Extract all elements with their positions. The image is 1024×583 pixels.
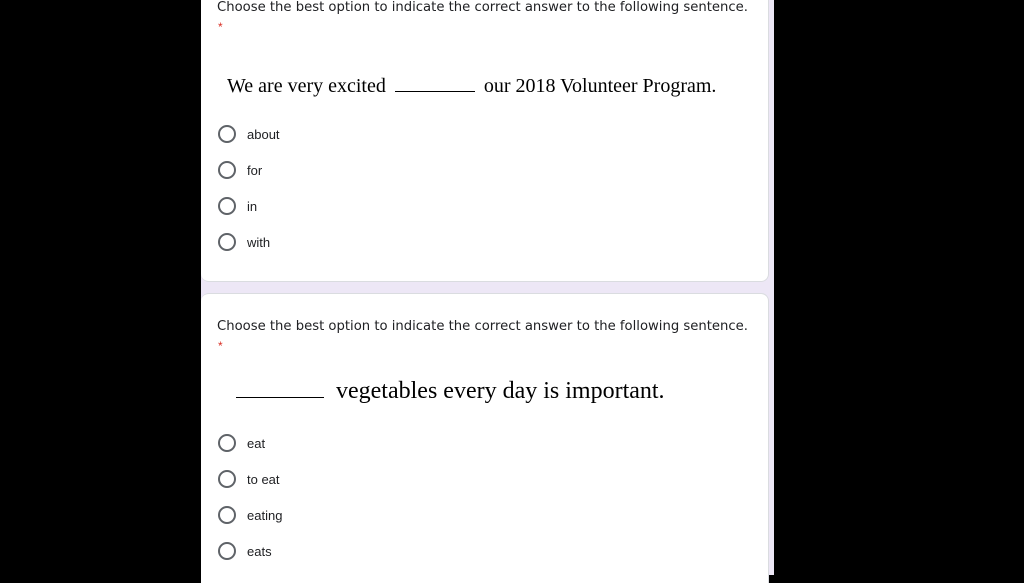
question-title: Choose the best option to indicate the correct answer to the following sentence. xyxy=(217,319,748,334)
option-label: in xyxy=(247,198,258,214)
sentence-blank xyxy=(395,90,475,92)
option-label: eat xyxy=(247,435,266,451)
option-eating[interactable] xyxy=(218,504,282,526)
sentence-after: vegetables every day is important. xyxy=(336,378,665,404)
option-label: eating xyxy=(247,507,283,523)
question-card-1 xyxy=(201,0,769,282)
option-to-eat[interactable] xyxy=(218,468,280,490)
required-asterisk: * xyxy=(218,20,223,34)
question-card-2 xyxy=(201,293,769,583)
option-about[interactable] xyxy=(218,123,280,145)
option-eat[interactable] xyxy=(218,432,265,454)
option-label: about xyxy=(247,126,280,142)
radio-circle-icon[interactable] xyxy=(218,233,236,251)
sentence-before: We are very excited xyxy=(227,75,386,97)
question-sentence xyxy=(236,378,665,405)
option-eats[interactable] xyxy=(218,540,272,562)
radio-circle-icon[interactable] xyxy=(218,506,236,524)
radio-circle-icon[interactable] xyxy=(218,161,236,179)
option-label: with xyxy=(247,234,271,250)
sentence-blank xyxy=(236,396,324,398)
question-title: Choose the best option to indicate the correct answer to the following sentence. xyxy=(217,0,748,15)
sentence-after: our 2018 Volunteer Program. xyxy=(483,75,717,97)
option-label: to eat xyxy=(247,471,280,487)
option-with[interactable] xyxy=(218,231,270,253)
option-for[interactable] xyxy=(218,159,262,181)
option-in[interactable] xyxy=(218,195,257,217)
radio-circle-icon[interactable] xyxy=(218,470,236,488)
radio-circle-icon[interactable] xyxy=(218,197,236,215)
radio-circle-icon[interactable] xyxy=(218,125,236,143)
option-label: for xyxy=(247,162,263,178)
option-label: eats xyxy=(247,543,272,559)
radio-circle-icon[interactable] xyxy=(218,542,236,560)
question-sentence xyxy=(227,75,716,98)
required-asterisk: * xyxy=(218,339,223,353)
radio-circle-icon[interactable] xyxy=(218,434,236,452)
